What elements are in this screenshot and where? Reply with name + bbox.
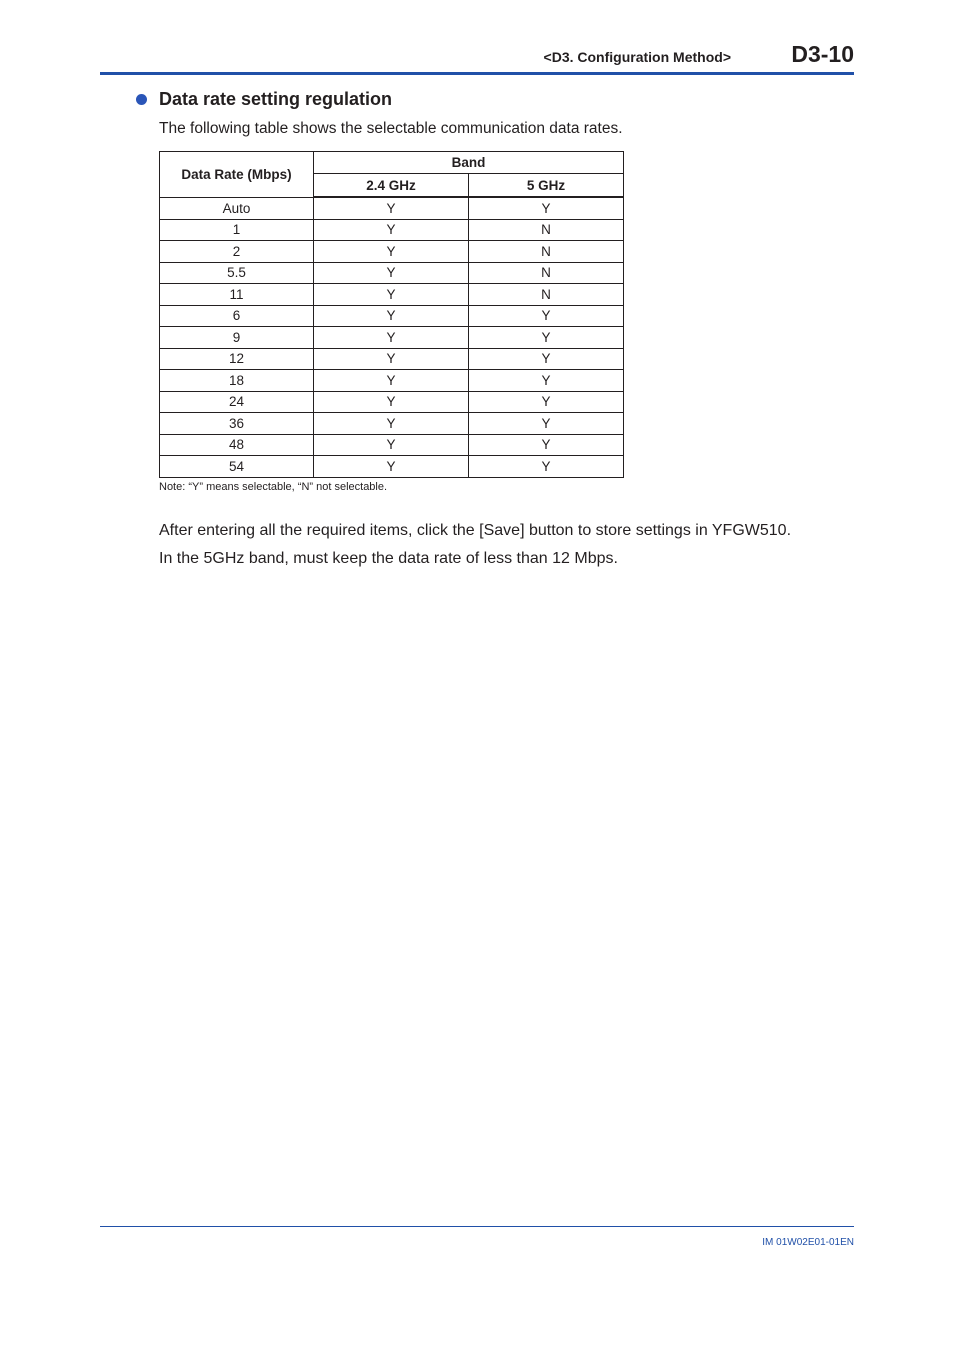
band-5ghz-cell: Y [469, 456, 624, 478]
save-instruction-paragraph: After entering all the required items, click the [Save] button to store settings in YFGW510. [159, 522, 792, 539]
table-row [160, 241, 624, 263]
band-5ghz-cell: N [469, 262, 624, 284]
bullet-dot-icon [136, 94, 147, 105]
data-rate-table [159, 151, 624, 478]
table-row [160, 219, 624, 241]
band-2-4ghz-cell: Y [314, 219, 469, 241]
page-header [100, 40, 854, 76]
band-5ghz-cell: Y [469, 391, 624, 413]
table-row [160, 262, 624, 284]
band-5ghz-cell: Y [469, 305, 624, 327]
section-title: Data rate setting regulation [159, 88, 393, 109]
rate-cell: 12 [160, 348, 314, 370]
table-row [160, 197, 624, 219]
rate-cell: 18 [160, 370, 314, 392]
band-2-4ghz-cell: Y [314, 391, 469, 413]
band-5ghz-cell: Y [469, 348, 624, 370]
table-row [160, 434, 624, 456]
table-row [160, 284, 624, 306]
column-header-band: Band [314, 152, 624, 174]
column-header-2-4ghz: 2.4 GHz [314, 174, 469, 198]
band-5ghz-cell: N [469, 284, 624, 306]
table-note: Note: “Y” means selectable, “N” not selectable. [159, 481, 388, 493]
document-id: IM 01W02E01-01EN [762, 1237, 854, 1248]
column-header-5ghz: 5 GHz [469, 174, 624, 198]
header-divider [100, 72, 854, 75]
section-heading [136, 88, 392, 110]
band-2-4ghz-cell: Y [314, 284, 469, 306]
column-header-data-rate: Data Rate (Mbps) [160, 152, 314, 198]
band-2-4ghz-cell: Y [314, 434, 469, 456]
band-5ghz-cell: Y [469, 370, 624, 392]
rate-cell: 36 [160, 413, 314, 435]
rate-cell: 11 [160, 284, 314, 306]
band-2-4ghz-cell: Y [314, 262, 469, 284]
table-row [160, 305, 624, 327]
rate-cell: Auto [160, 197, 314, 219]
rate-cell: 1 [160, 219, 314, 241]
table-row [160, 391, 624, 413]
band-2-4ghz-cell: Y [314, 456, 469, 478]
rate-cell: 9 [160, 327, 314, 349]
band-2-4ghz-cell: Y [314, 327, 469, 349]
band-5ghz-cell: Y [469, 327, 624, 349]
rate-cell: 24 [160, 391, 314, 413]
rate-cell: 6 [160, 305, 314, 327]
5ghz-rate-paragraph: In the 5GHz band, must keep the data rate of less than 12 Mbps. [159, 550, 618, 567]
band-2-4ghz-cell: Y [314, 197, 469, 219]
chapter-title: <D3. Configuration Method> [543, 49, 731, 65]
rate-cell: 5.5 [160, 262, 314, 284]
band-2-4ghz-cell: Y [314, 370, 469, 392]
rate-cell: 54 [160, 456, 314, 478]
footer-divider [100, 1226, 854, 1227]
band-5ghz-cell: N [469, 241, 624, 263]
band-2-4ghz-cell: Y [314, 241, 469, 263]
rate-cell: 48 [160, 434, 314, 456]
band-2-4ghz-cell: Y [314, 348, 469, 370]
band-2-4ghz-cell: Y [314, 305, 469, 327]
rate-cell: 2 [160, 241, 314, 263]
table-row [160, 456, 624, 478]
table-row [160, 413, 624, 435]
table-row [160, 370, 624, 392]
band-5ghz-cell: Y [469, 434, 624, 456]
page-number: D3-10 [791, 41, 854, 67]
band-5ghz-cell: N [469, 219, 624, 241]
table-row [160, 348, 624, 370]
band-2-4ghz-cell: Y [314, 413, 469, 435]
intro-text: The following table shows the selectable communication data rates. [159, 120, 623, 137]
band-5ghz-cell: Y [469, 197, 624, 219]
band-5ghz-cell: Y [469, 413, 624, 435]
table-row [160, 327, 624, 349]
